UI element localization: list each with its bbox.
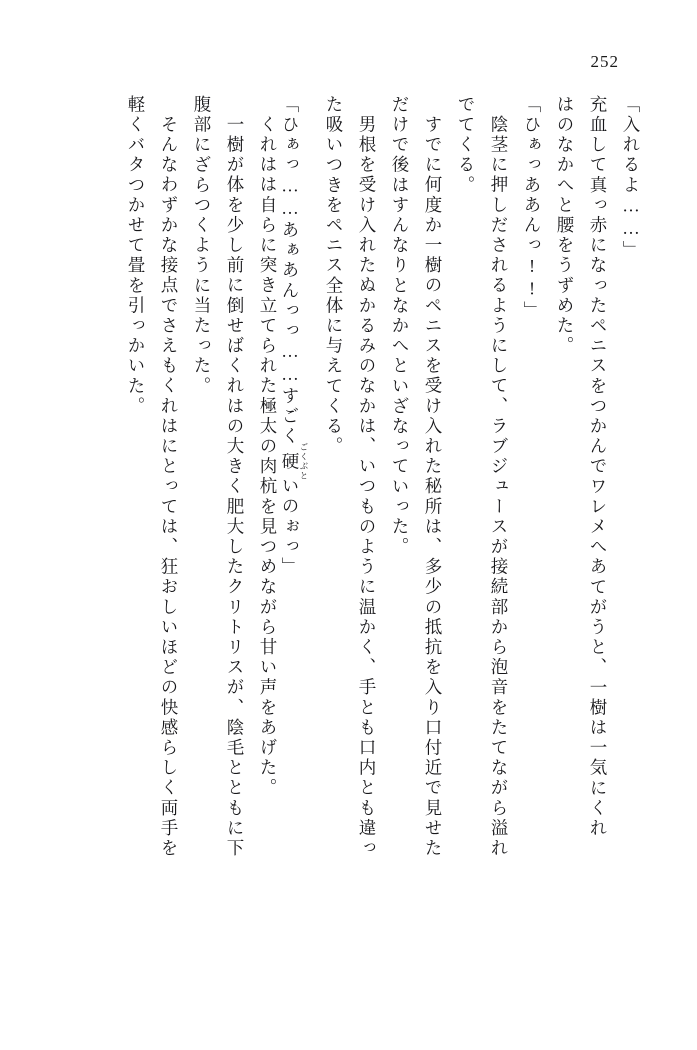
text-line: 「ひぁっああんっ!!」: [522, 95, 542, 322]
page-number: 252: [590, 52, 619, 71]
text-line: 充血して真っ赤になったペニスをつかんでワレメへあてがうと、一樹は一気にくれ: [588, 95, 608, 839]
text-line: くれはは自らに突き立てられた極太の肉杭を見つめながら甘い声をあげた。: [258, 115, 278, 799]
text-line: すでに何度か一樹のペニスを受け入れた秘所は、多少の抵抗を入り口付近で見せた: [423, 115, 443, 859]
text-line: 軽くバタつかせて畳を引っかいた。: [126, 95, 146, 417]
text-line: 男根を受け入れたぬかるみのなかは、いつものように温かく、手とも口内とも違っ: [357, 115, 377, 859]
furigana-ruby: 硬 ごくぶと: [280, 442, 309, 481]
text-line: た吸いつきをペニス全体に与えてくる。: [324, 95, 344, 457]
vertical-text-body: [56, 95, 639, 985]
text-line: だけで後はすんなりとなかへといざなっていった。: [390, 95, 410, 558]
text-line: 腹部にざらつくように当たった。: [192, 95, 212, 397]
text-line: はのなかへと腰をうずめた。: [555, 95, 575, 357]
text-line: 陰茎に押しだされるようにして、ラブジュースが接続部から泡音をたてながら溢れ: [489, 115, 509, 859]
text-line: でてくる。: [456, 95, 476, 196]
text-line: そんなわずかな接点でさえもくれはにとっては、狂おしいほどの快感らしく両手を: [159, 115, 179, 859]
text-line: 一樹が体を少し前に倒せばくれはの大きく肥大したクリトリスが、陰毛とともに下: [225, 115, 245, 859]
furigana-reading: ごくぶと: [299, 442, 309, 481]
text-line: 「入れるよ……」: [621, 95, 641, 261]
text-line: 「ひぁっ……あぁあんっっ……すごく硬 ごくぶといのぉっ」: [280, 95, 309, 578]
